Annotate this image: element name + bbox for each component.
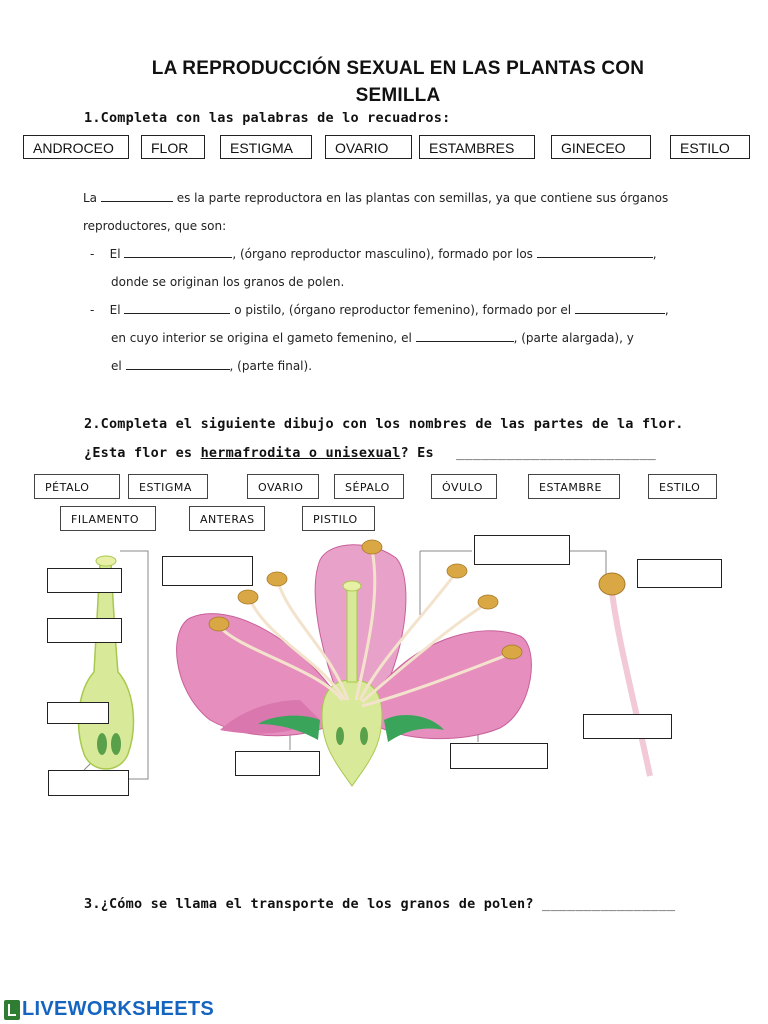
word-petalo[interactable]: PÉTALO [34, 474, 120, 499]
sub-suffix: ? Es [400, 445, 434, 461]
text-comma: , [664, 303, 669, 317]
text-b1b: , (órgano reproductor masculino), formado por los [232, 247, 533, 261]
word-estigma-2[interactable]: ESTIGMA [128, 474, 208, 499]
title-line-1: LA REPRODUCCIÓN SEXUAL EN LAS PLANTAS CON [151, 58, 645, 79]
bullet-1-line-2: donde se originan los granos de polen. [111, 275, 345, 289]
word-androceo[interactable]: ANDROCEO [23, 135, 129, 159]
label-box-5[interactable] [162, 556, 253, 586]
label-box-7[interactable] [474, 535, 570, 565]
word-gineceo[interactable]: GINECEO [551, 135, 651, 159]
text-b2d: en cuyo interior se origina el gameto femenino, el [111, 331, 412, 345]
logo-text: LIVEWORKSHEETS [22, 998, 214, 1020]
word-estigma[interactable]: ESTIGMA [220, 135, 312, 159]
label-box-6[interactable] [235, 751, 320, 776]
word-ovario-2[interactable]: OVARIO [247, 474, 319, 499]
text-b2b: o pistilo, (órgano reproductor femenino), formado por el [234, 303, 572, 317]
label-box-9[interactable] [637, 559, 722, 588]
word-estilo-2[interactable]: ESTILO [648, 474, 717, 499]
paragraph-line-2: reproductores, que son: [83, 219, 227, 233]
word-flor[interactable]: FLOR [141, 135, 205, 159]
label-box-10[interactable] [583, 714, 672, 739]
bullet-2-line-3 [111, 352, 312, 380]
text-la: La [83, 191, 98, 205]
word-sepalo[interactable]: SÉPALO [334, 474, 404, 499]
bullet-1-line-1 [90, 240, 657, 268]
question-2-subheading [84, 445, 656, 461]
hermafrodita-answer-blank[interactable]: ________________________ [456, 445, 656, 461]
blank-androceo[interactable] [124, 245, 232, 258]
word-ovario[interactable]: OVARIO [325, 135, 412, 159]
paragraph-line-1 [83, 184, 668, 212]
sub-prefix: ¿Esta flor es [84, 445, 201, 461]
text-b2g: , (parte final). [229, 359, 313, 373]
blank-estambres[interactable] [537, 245, 653, 258]
label-box-1[interactable] [47, 568, 122, 593]
text-l1: es la parte reproductora en las plantas con semillas, ya que contiene sus órganos [176, 191, 669, 205]
dash: - [90, 303, 95, 317]
blank-estigma[interactable] [126, 357, 230, 370]
word-estambres[interactable]: ESTAMBRES [419, 135, 535, 159]
label-box-3[interactable] [47, 702, 109, 724]
question-3-heading: 3.¿Cómo se llama el transporte de los granos de polen? [84, 896, 534, 912]
title-line-2: SEMILLA [355, 85, 441, 106]
text-el: El [109, 247, 121, 261]
blank-flor[interactable] [101, 189, 173, 202]
sub-underlined: hermafrodita o unisexual [200, 445, 401, 461]
polen-answer-blank[interactable]: ________________ [542, 896, 676, 912]
text-el: El [109, 303, 121, 317]
blank-estilo[interactable] [416, 329, 514, 342]
word-filamento[interactable]: FILAMENTO [60, 506, 156, 531]
question-2-heading: 2.Completa el siguiente dibujo con los nombres de las partes de la flor. [84, 416, 684, 432]
label-box-2[interactable] [47, 618, 122, 643]
question-1-heading: 1.Completa con las palabras de lo recuadros: [84, 110, 451, 126]
stamen-drawing [599, 573, 650, 776]
word-ovulo[interactable]: ÓVULO [431, 474, 497, 499]
text-b2e: , (parte alargada), y [513, 331, 634, 345]
word-anteras[interactable]: ANTERAS [189, 506, 265, 531]
word-pistilo[interactable]: PISTILO [302, 506, 375, 531]
liveworksheets-mark-icon [4, 1000, 20, 1020]
text-comma: , [652, 247, 657, 261]
label-box-4[interactable] [48, 770, 129, 796]
dash: - [90, 247, 95, 261]
liveworksheets-logo[interactable] [4, 998, 214, 1021]
blank-gineceo[interactable] [124, 301, 230, 314]
blank-ovario[interactable] [575, 301, 665, 314]
text-el: el [111, 359, 122, 373]
page-title [100, 55, 696, 109]
bullet-2-line-2 [111, 324, 634, 352]
question-3 [84, 896, 675, 912]
bullet-2-line-1 [90, 296, 669, 324]
label-box-8[interactable] [450, 743, 548, 769]
word-estilo[interactable]: ESTILO [670, 135, 750, 159]
word-estambre[interactable]: ESTAMBRE [528, 474, 620, 499]
